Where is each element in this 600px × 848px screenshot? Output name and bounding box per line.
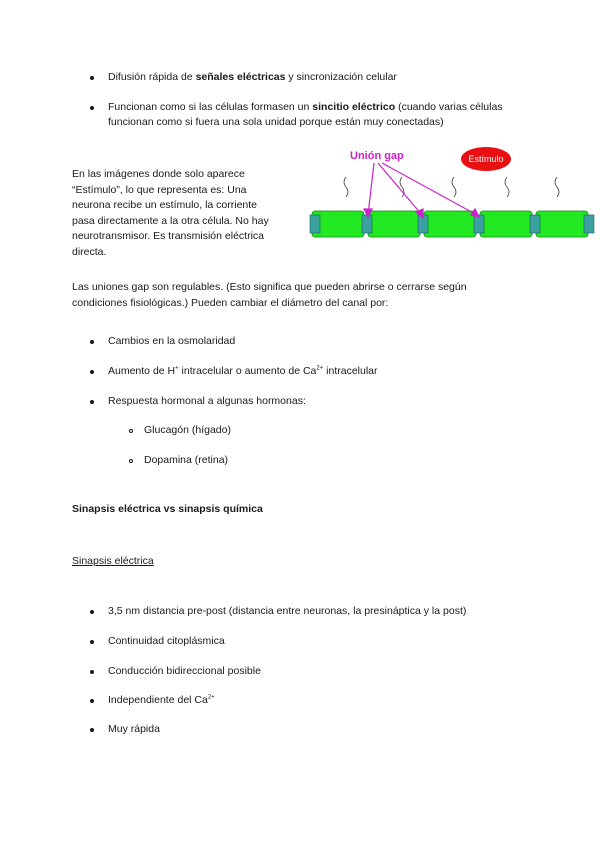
cell xyxy=(480,211,532,237)
gap-channel xyxy=(474,215,484,233)
cell xyxy=(536,211,588,237)
feature-distancia: 3,5 nm distancia pre-post (distancia entre neuronas, la presináptica y la post) xyxy=(108,605,467,617)
cause-osmolaridad: Cambios en la osmolaridad xyxy=(108,335,236,347)
bullet-dot xyxy=(90,370,94,374)
stimulus-label: Estímulo xyxy=(468,154,504,164)
cause-hormonal: Respuesta hormonal a algunas hormonas: xyxy=(108,395,306,407)
bullet-dot xyxy=(90,640,94,644)
regulable-paragraph: Las uniones gap son regulables. (Esto significa que pueden abrirse o cerrarse según condiciones fisiológicas.) Pueden cambiar el diámetro del canal por: xyxy=(72,281,467,309)
bullet-dot xyxy=(90,76,94,80)
feature-bidireccional: Conducción bidireccional posible xyxy=(108,665,261,677)
union-gap-label: Unión gap xyxy=(350,150,404,162)
bullet-dot xyxy=(90,670,94,674)
cell xyxy=(368,211,420,237)
bullet-difusion: Difusión rápida de señales eléctricas y sincronización celular xyxy=(108,71,397,83)
gap-channel xyxy=(362,215,372,233)
bullet-dot xyxy=(90,728,94,732)
bullet-dot xyxy=(90,400,94,404)
bullet-dot xyxy=(90,106,94,110)
feature-continuidad: Continuidad citoplásmica xyxy=(108,635,225,647)
cause-aumento: Aumento de H+ intracelular o aumento de $Ca^{2+}$ intracelular xyxy=(108,365,378,377)
gap-channel xyxy=(584,215,594,233)
gap-junction-figure xyxy=(302,145,600,245)
bullet-dot xyxy=(90,610,94,614)
bullet-dot xyxy=(90,340,94,344)
section-title: Sinapsis eléctrica vs sinapsis química xyxy=(72,503,263,515)
bullet-sincitio: Funcionan como si las células formasen un sincitio eléctrico (cuando varias células xyxy=(108,101,503,113)
sub-dopamina: Dopamina (retina) xyxy=(144,454,229,466)
sub-glucagon: Glucagón (hígado) xyxy=(144,424,231,436)
feature-independiente: Independiente del $Ca^{2+}$ xyxy=(108,694,215,706)
sub-bullet-circle xyxy=(129,459,133,463)
bullet-sincitio-cont: funcionan como si fuera una sola unidad porque están muy conectadas) xyxy=(108,116,444,128)
feature-rapida: Muy rápida xyxy=(108,723,160,735)
gap-channel xyxy=(530,215,540,233)
cell xyxy=(424,211,476,237)
cell-chain xyxy=(312,211,588,237)
bullet-dot xyxy=(90,699,94,703)
union-arrows xyxy=(364,163,479,218)
subsection-title: Sinapsis eléctrica xyxy=(72,555,154,567)
sub-bullet-circle xyxy=(129,429,133,433)
gap-channel xyxy=(310,215,320,233)
image-caption: En las imágenes donde solo aparece “Estímulo”, lo que representa es: Una neurona recibe un estímulo, la corriente pasa directamente a la otra célula. No hay neurotransmisor. Es transmisión eléctrica directa. xyxy=(72,168,269,258)
wave-lines xyxy=(344,177,559,197)
